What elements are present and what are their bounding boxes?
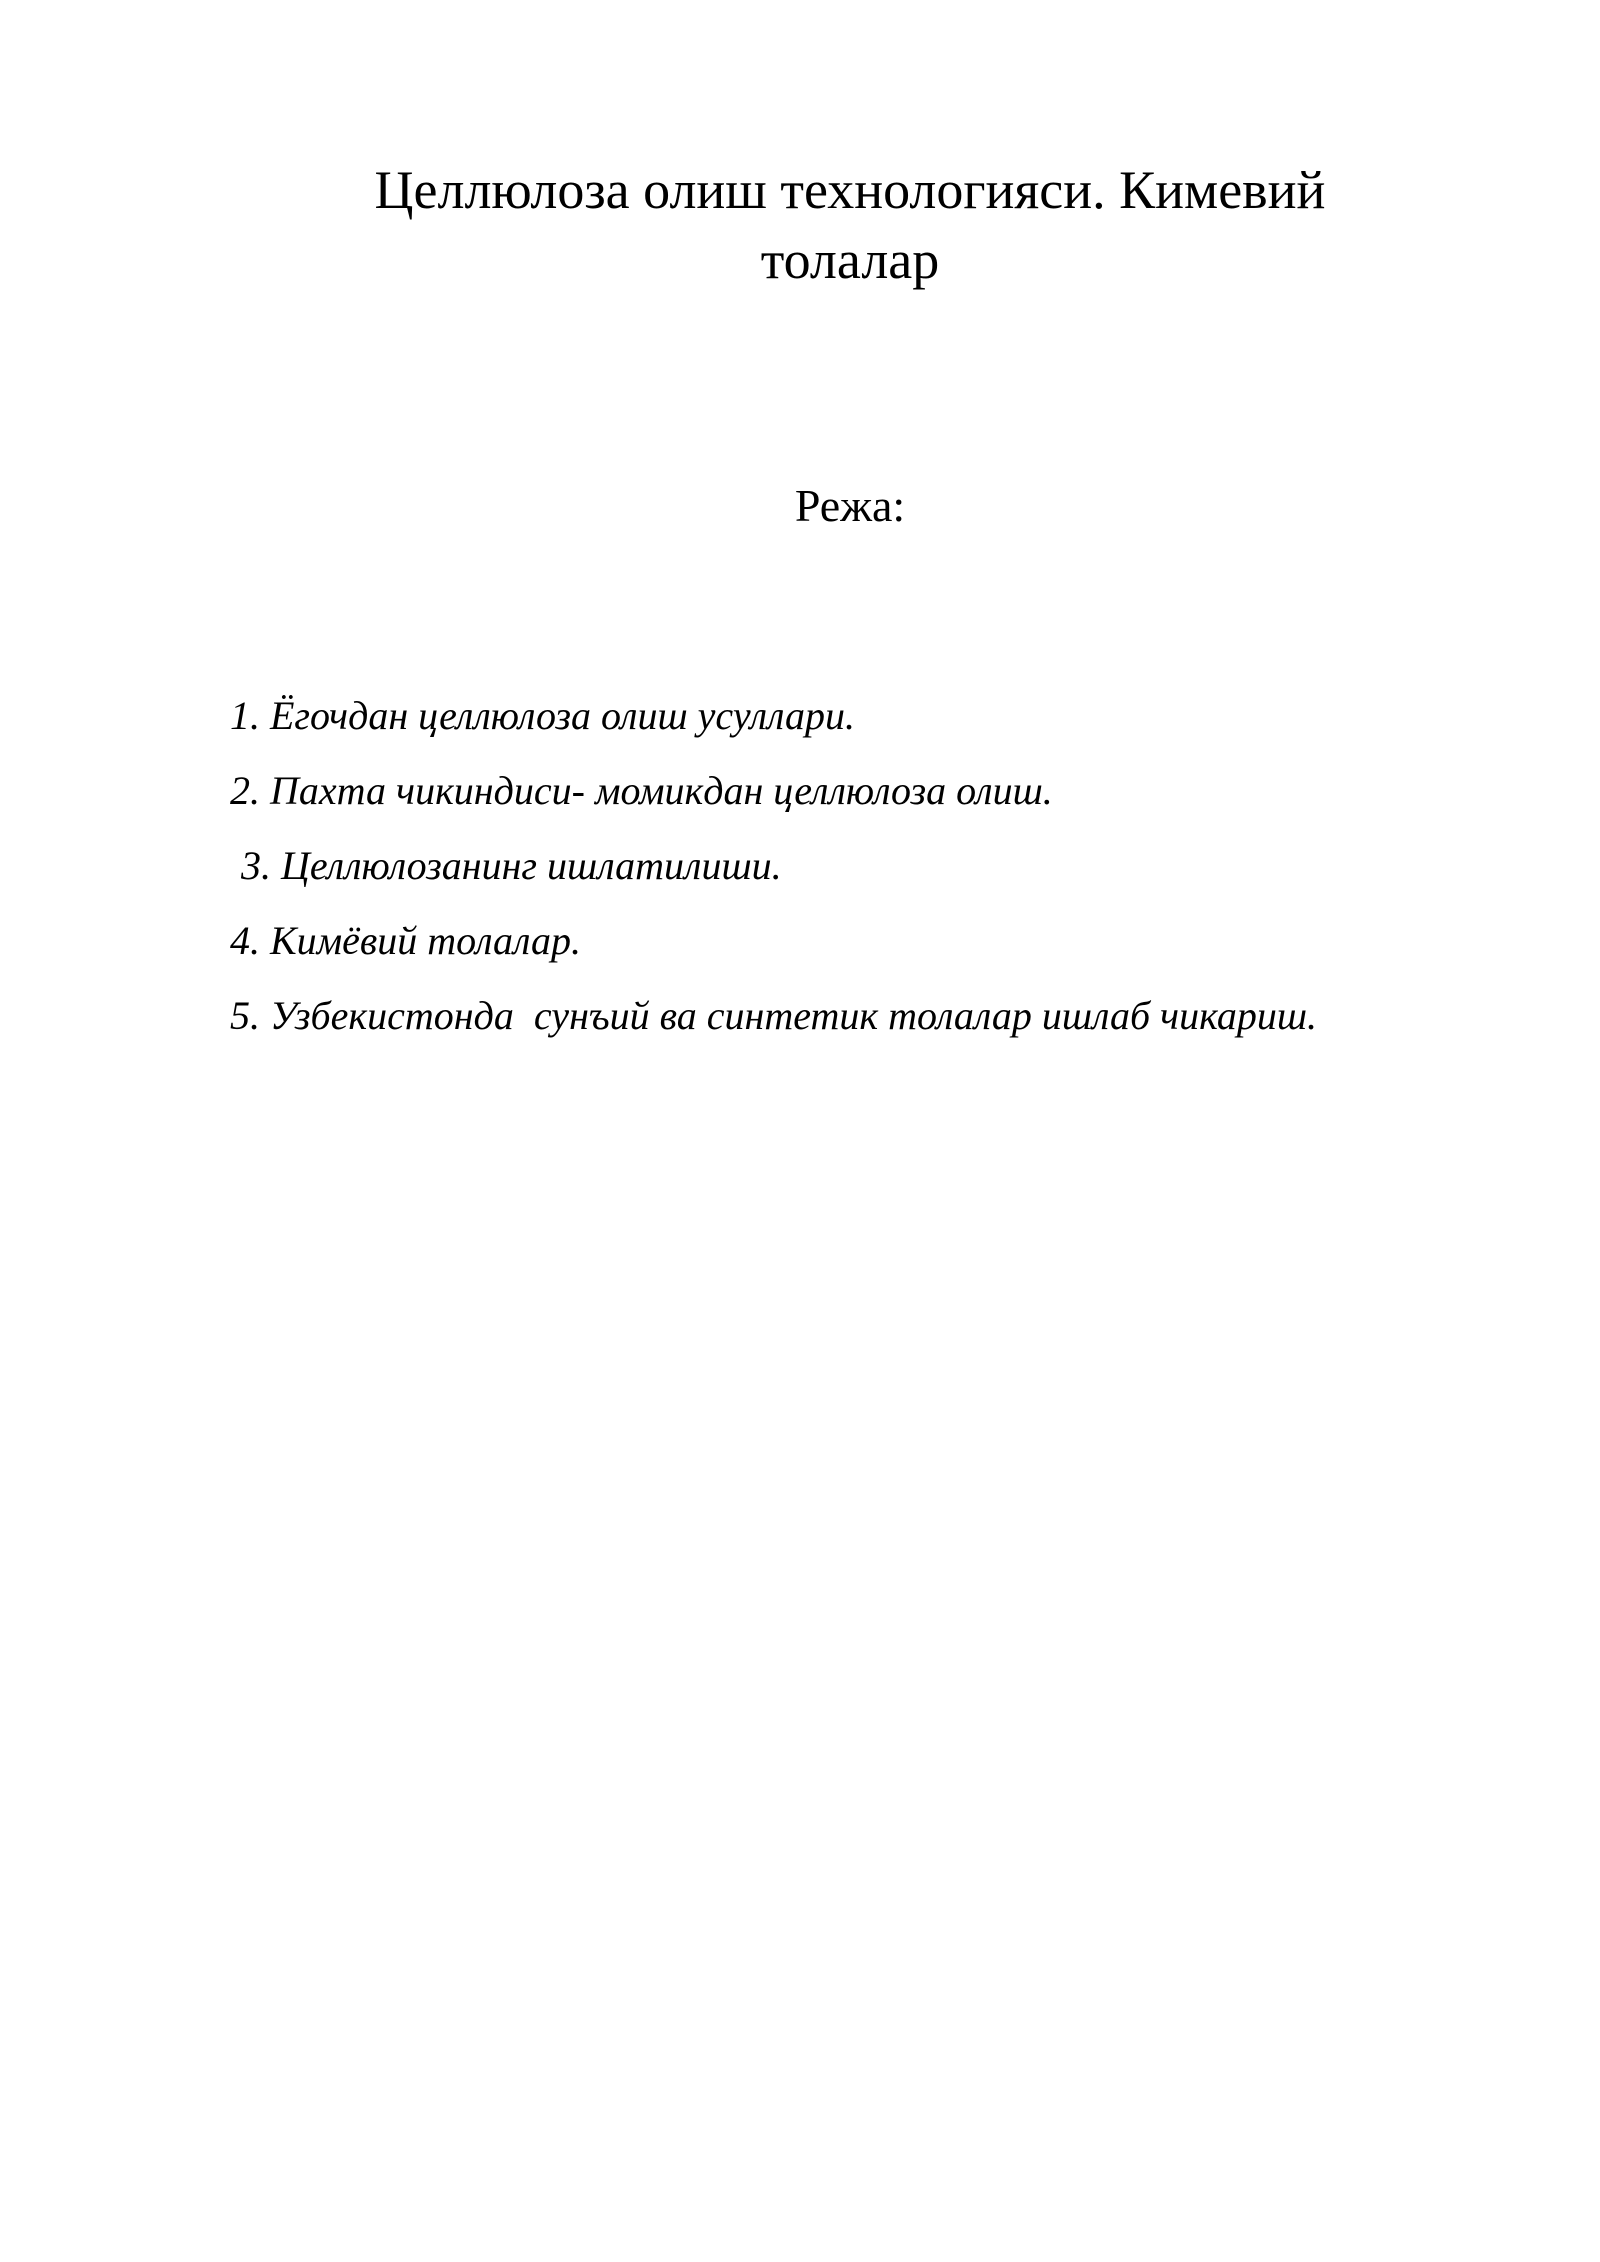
- title-line-1: Целлюлоза олиш технологияси. Кимевий: [374, 160, 1326, 220]
- plan-item-2: 2. Пахта чикиндиси- момикдан целлюлоза олиш.: [230, 768, 1053, 813]
- plan-item-3: 3. Целлюлозанинг ишлатилиши.: [241, 843, 782, 888]
- plan-item-4: 4. Кимёвий толалар.: [230, 918, 581, 963]
- plan-list: [230, 692, 1317, 1067]
- title-line-2: толалар: [760, 230, 940, 290]
- page-title: [300, 155, 1400, 295]
- plan-heading: Режа:: [794, 480, 906, 531]
- plan-item-5: 5. Узбекистонда сунъий ва синтетик толалар ишлаб чикариш.: [230, 993, 1318, 1038]
- plan-item-1: 1. Ёгочдан целлюлоза олиш усуллари.: [230, 693, 855, 738]
